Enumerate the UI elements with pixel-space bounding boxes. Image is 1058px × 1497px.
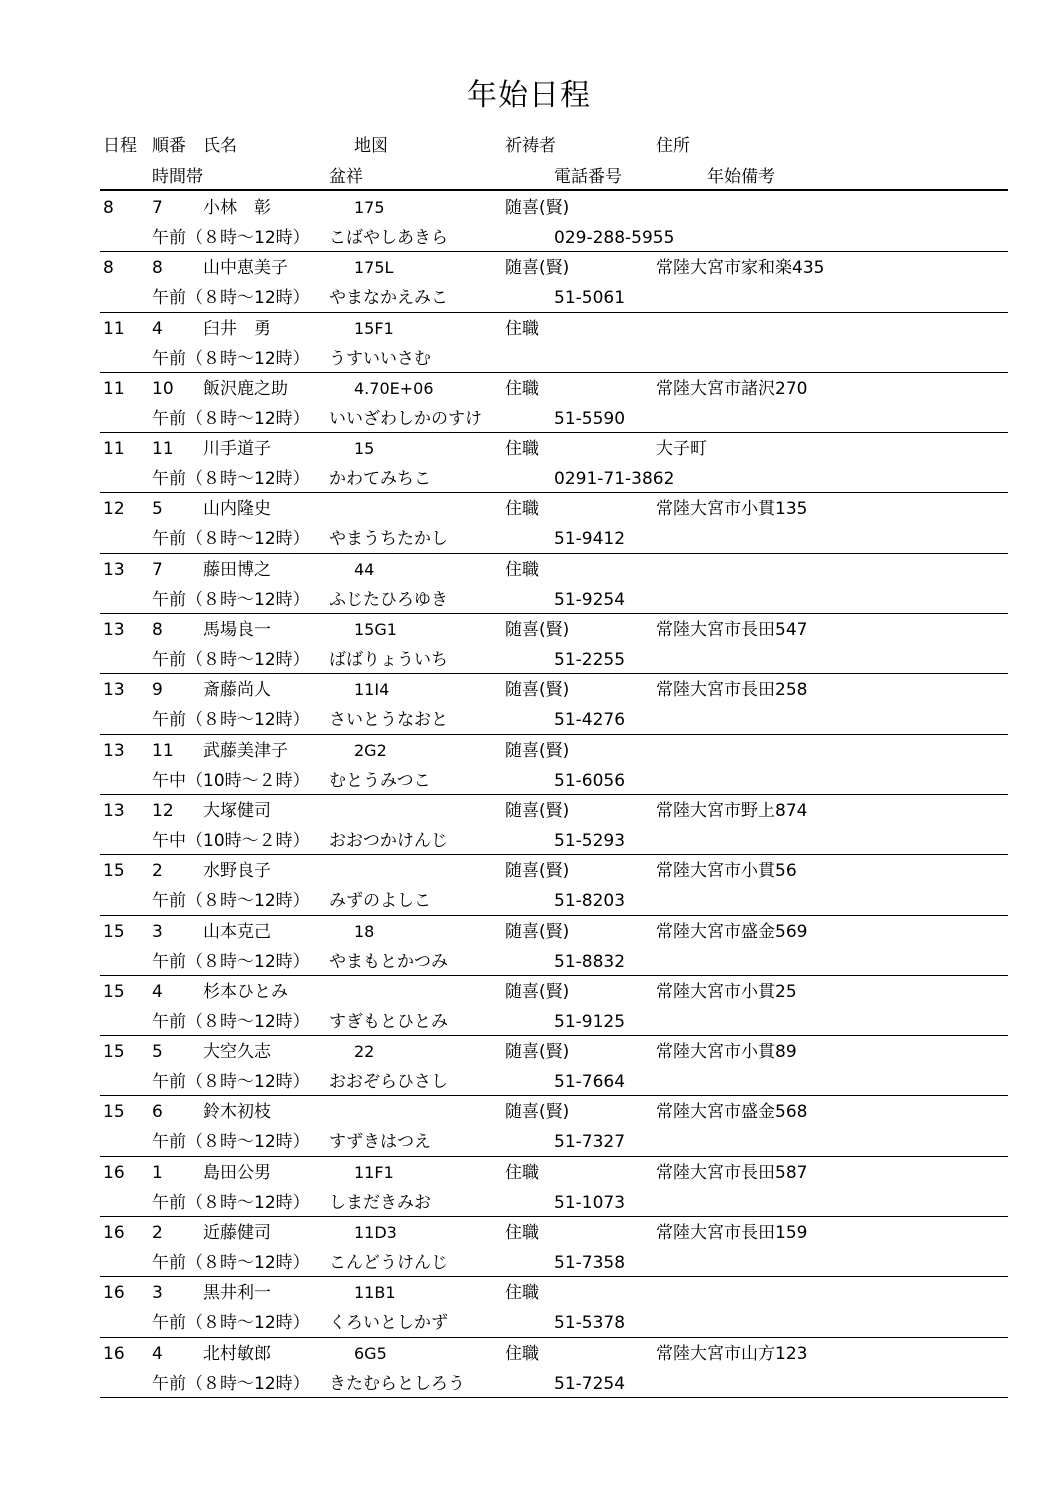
cell-address: 常陸大宮市長田258: [656, 680, 808, 701]
cell-name: 大空久志: [203, 1042, 271, 1063]
cell-time: 午前（８時～12時）: [152, 228, 310, 248]
row-line-1: [0, 253, 1058, 283]
cell-time: 午前（８時～12時）: [152, 1011, 310, 1032]
cell-map: 175: [354, 198, 385, 217]
cell-day: 13: [103, 680, 125, 701]
cell-prayer: 住職: [505, 559, 539, 580]
cell-day: 16: [103, 1343, 125, 1364]
table-header-row-1: [0, 131, 1058, 161]
cell-prayer: 随喜(賢): [505, 258, 570, 279]
cell-kana: やまもとかつみ: [329, 951, 448, 972]
cell-map: 22: [354, 1042, 375, 1062]
table-row: [100, 1277, 1008, 1337]
row-line-1: [0, 1218, 1058, 1248]
cell-time: 午前（８時～12時）: [152, 348, 310, 369]
cell-tel: 51-7254: [554, 1373, 626, 1394]
header-kana: 盆祥: [329, 167, 363, 187]
cell-seq: 1: [152, 1162, 163, 1183]
table-header-row-2: [0, 162, 1058, 192]
header-seq: 順番: [152, 136, 186, 156]
cell-kana: むとうみつこ: [329, 770, 431, 791]
row-line-1: [0, 1037, 1058, 1067]
table-row: [100, 1096, 1008, 1156]
header-tel: 電話番号: [554, 167, 622, 187]
cell-seq: 7: [152, 559, 163, 580]
table-row: [100, 855, 1008, 915]
cell-time: 午前（８時～12時）: [152, 710, 310, 731]
cell-tel: 51-5590: [554, 408, 626, 429]
cell-address: 常陸大宮市野上874: [656, 800, 808, 821]
cell-day: 15: [103, 861, 125, 882]
table-row: [100, 313, 1008, 373]
row-line-1: [0, 434, 1058, 464]
row-line-2: [0, 766, 1058, 796]
cell-kana: こばやしあきら: [329, 228, 448, 248]
cell-seq: 8: [152, 620, 163, 641]
row-line-1: [0, 1097, 1058, 1127]
cell-kana: やまうちたかし: [329, 529, 448, 550]
cell-day: 15: [103, 921, 125, 942]
row-line-2: [0, 705, 1058, 735]
row-line-2: [0, 1308, 1058, 1338]
cell-tel: 51-7358: [554, 1253, 626, 1274]
cell-day: 13: [103, 800, 125, 821]
cell-seq: 4: [152, 981, 163, 1002]
row-line-2: [0, 1127, 1058, 1157]
row-line-1: [0, 977, 1058, 1007]
cell-seq: 11: [152, 740, 174, 761]
cell-prayer: 随喜(賢): [505, 921, 570, 942]
cell-map: 2G2: [354, 740, 387, 760]
cell-prayer: 随喜(賢): [505, 861, 570, 882]
cell-name: 臼井 勇: [203, 318, 271, 339]
cell-name: 北村敏郎: [203, 1343, 271, 1364]
table-row: [100, 674, 1008, 734]
row-line-1: [0, 1278, 1058, 1308]
cell-address: 常陸大宮市長田547: [656, 620, 808, 641]
row-line-1: [0, 1339, 1058, 1369]
table-row: [100, 1036, 1008, 1096]
cell-map: 11B1: [354, 1283, 396, 1303]
cell-kana: うすいいさむ: [329, 348, 431, 369]
cell-day: 15: [103, 981, 125, 1002]
cell-tel: 51-4276: [554, 710, 626, 731]
cell-address: 大子町: [656, 439, 707, 460]
row-line-1: [0, 856, 1058, 886]
cell-tel: 0291-71-3862: [554, 469, 675, 490]
row-line-1: [0, 917, 1058, 947]
cell-time: 午前（８時～12時）: [152, 408, 310, 429]
cell-tel: 51-8203: [554, 891, 626, 912]
cell-tel: 51-2255: [554, 650, 626, 671]
cell-address: 常陸大宮市盛金569: [656, 921, 808, 942]
cell-kana: すぎもとひとみ: [329, 1011, 448, 1032]
cell-tel: 51-5061: [554, 288, 626, 309]
cell-tel: 029-288-5955: [554, 228, 675, 248]
row-line-2: [0, 464, 1058, 494]
cell-map: 11F1: [354, 1162, 394, 1182]
cell-time: 午中（10時～２時）: [152, 830, 310, 851]
cell-address: 常陸大宮市長田159: [656, 1223, 808, 1244]
row-line-2: [0, 585, 1058, 615]
row-line-2: [0, 524, 1058, 554]
cell-map: 11I4: [354, 680, 390, 700]
table-row: [100, 1157, 1008, 1217]
cell-seq: 5: [152, 1042, 163, 1063]
cell-day: 13: [103, 740, 125, 761]
row-line-1: [0, 736, 1058, 766]
row-line-1: [0, 193, 1058, 223]
row-line-2: [0, 886, 1058, 916]
row-line-1: [0, 796, 1058, 826]
cell-seq: 3: [152, 1283, 163, 1304]
cell-day: 8: [103, 198, 114, 218]
cell-tel: 51-1073: [554, 1192, 626, 1213]
cell-map: 175L: [354, 258, 394, 278]
row-line-2: [0, 1369, 1058, 1399]
cell-kana: さいとうなおと: [329, 710, 448, 731]
cell-day: 11: [103, 439, 125, 460]
cell-time: 午前（８時～12時）: [152, 1132, 310, 1153]
row-line-2: [0, 947, 1058, 977]
table-row: [100, 916, 1008, 976]
cell-tel: 51-5378: [554, 1313, 626, 1334]
header-note: 年始備考: [707, 167, 775, 187]
header-day: 日程: [103, 136, 137, 156]
cell-prayer: 住職: [505, 1283, 539, 1304]
header-name: 氏名: [203, 136, 237, 156]
row-line-2: [0, 283, 1058, 313]
cell-prayer: 随喜(賢): [505, 1042, 570, 1063]
cell-time: 午中（10時～２時）: [152, 770, 310, 791]
cell-prayer: 住職: [505, 318, 539, 339]
row-line-2: [0, 1248, 1058, 1278]
cell-seq: 4: [152, 1343, 163, 1364]
cell-name: 斎藤尚人: [203, 680, 271, 701]
page-title: 年始日程: [467, 78, 591, 113]
row-line-2: [0, 344, 1058, 374]
cell-map: 4.70E+06: [354, 378, 434, 398]
cell-kana: おおつかけんじ: [329, 830, 448, 851]
row-line-2: [0, 1067, 1058, 1097]
cell-prayer: 随喜(賢): [505, 198, 570, 218]
cell-name: 大塚健司: [203, 800, 271, 821]
cell-seq: 2: [152, 861, 163, 882]
table-row: [100, 795, 1008, 855]
cell-seq: 10: [152, 378, 174, 399]
table-row: [100, 1217, 1008, 1277]
row-line-2: [0, 223, 1058, 253]
row-line-1: [0, 615, 1058, 645]
cell-tel: 51-5293: [554, 830, 626, 851]
cell-prayer: 住職: [505, 1223, 539, 1244]
cell-time: 午前（８時～12時）: [152, 529, 310, 550]
cell-map: 6G5: [354, 1343, 387, 1363]
cell-tel: 51-8832: [554, 951, 626, 972]
cell-kana: こんどうけんじ: [329, 1253, 448, 1274]
row-line-1: [0, 555, 1058, 585]
cell-name: 山中恵美子: [203, 258, 288, 279]
cell-kana: いいざわしかのすけ: [329, 408, 482, 429]
cell-kana: すずきはつえ: [329, 1132, 432, 1153]
cell-time: 午前（８時～12時）: [152, 1072, 310, 1093]
schedule-table: [0, 192, 1058, 1398]
row-line-2: [0, 645, 1058, 675]
cell-kana: やまなかえみこ: [329, 288, 448, 309]
table-row: [100, 554, 1008, 614]
cell-name: 馬場良一: [203, 620, 271, 641]
row-line-1: [0, 314, 1058, 344]
cell-time: 午前（８時～12時）: [152, 1192, 310, 1213]
cell-kana: しまだきみお: [329, 1192, 431, 1213]
cell-prayer: 住職: [505, 499, 539, 520]
row-line-2: [0, 1007, 1058, 1037]
cell-map: 18: [354, 921, 375, 941]
table-row: [100, 373, 1008, 433]
cell-prayer: 随喜(賢): [505, 680, 570, 701]
cell-seq: 11: [152, 439, 174, 460]
cell-day: 11: [103, 318, 125, 339]
cell-seq: 4: [152, 318, 163, 339]
cell-address: 常陸大宮市盛金568: [656, 1102, 808, 1123]
cell-name: 鈴木初枝: [203, 1102, 271, 1123]
cell-name: 近藤健司: [203, 1223, 271, 1244]
row-line-2: [0, 404, 1058, 434]
cell-seq: 7: [152, 198, 163, 218]
cell-name: 杉本ひとみ: [203, 981, 288, 1002]
cell-day: 13: [103, 559, 125, 580]
header-address: 住所: [656, 136, 690, 156]
cell-time: 午前（８時～12時）: [152, 469, 310, 490]
cell-name: 島田公男: [203, 1162, 271, 1183]
cell-name: 水野良子: [203, 861, 271, 882]
cell-day: 16: [103, 1283, 125, 1304]
cell-prayer: 住職: [505, 1162, 539, 1183]
cell-day: 15: [103, 1042, 125, 1063]
cell-kana: おおぞらひさし: [329, 1072, 448, 1093]
cell-day: 8: [103, 258, 114, 279]
cell-address: 常陸大宮市家和楽435: [656, 258, 825, 279]
cell-address: 常陸大宮市小貫56: [656, 861, 797, 882]
cell-tel: 51-7664: [554, 1072, 626, 1093]
cell-seq: 2: [152, 1223, 163, 1244]
header-time: 時間帯: [152, 167, 203, 187]
cell-day: 16: [103, 1223, 125, 1244]
table-row: [100, 252, 1008, 312]
cell-day: 16: [103, 1162, 125, 1183]
cell-seq: 3: [152, 921, 163, 942]
cell-tel: 51-7327: [554, 1132, 626, 1153]
cell-name: 山内隆史: [203, 499, 271, 520]
header-divider: [100, 189, 1008, 191]
cell-prayer: 随喜(賢): [505, 620, 570, 641]
cell-address: 常陸大宮市小貫89: [656, 1042, 797, 1063]
header-prayer: 祈祷者: [505, 136, 556, 156]
cell-day: 11: [103, 378, 125, 399]
cell-map: 15: [354, 439, 375, 459]
cell-time: 午前（８時～12時）: [152, 288, 310, 309]
cell-tel: 51-9254: [554, 589, 626, 610]
cell-kana: かわてみちこ: [329, 469, 431, 490]
cell-seq: 12: [152, 800, 174, 821]
cell-name: 川手道子: [203, 439, 271, 460]
cell-map: 15G1: [354, 620, 397, 640]
table-row: [100, 493, 1008, 553]
cell-tel: 51-9412: [554, 529, 626, 550]
cell-map: 11D3: [354, 1223, 397, 1243]
cell-prayer: 住職: [505, 1343, 539, 1364]
cell-seq: 8: [152, 258, 163, 279]
cell-prayer: 随喜(賢): [505, 800, 570, 821]
cell-address: 常陸大宮市小貫135: [656, 499, 808, 520]
table-row: [100, 433, 1008, 493]
cell-time: 午前（８時～12時）: [152, 891, 310, 912]
cell-time: 午前（８時～12時）: [152, 1373, 310, 1394]
cell-time: 午前（８時～12時）: [152, 589, 310, 610]
cell-prayer: 随喜(賢): [505, 981, 570, 1002]
cell-seq: 6: [152, 1102, 163, 1123]
cell-map: 15F1: [354, 318, 394, 338]
table-row: [100, 735, 1008, 795]
table-row: [100, 1338, 1008, 1398]
table-row: [100, 614, 1008, 674]
cell-day: 13: [103, 620, 125, 641]
row-line-1: [0, 1158, 1058, 1188]
cell-kana: みずのよしこ: [329, 891, 431, 912]
cell-time: 午前（８時～12時）: [152, 1313, 310, 1334]
cell-seq: 5: [152, 499, 163, 520]
cell-prayer: 住職: [505, 378, 539, 399]
cell-tel: 51-6056: [554, 770, 626, 791]
cell-address: 常陸大宮市山方123: [656, 1343, 808, 1364]
table-row: [100, 192, 1008, 252]
cell-address: 常陸大宮市長田587: [656, 1162, 808, 1183]
cell-prayer: 随喜(賢): [505, 740, 570, 761]
cell-kana: ばばりょういち: [329, 650, 448, 671]
cell-name: 山本克己: [203, 921, 271, 942]
cell-name: 藤田博之: [203, 559, 271, 580]
cell-name: 飯沢鹿之助: [203, 378, 288, 399]
cell-name: 黒井利一: [203, 1283, 271, 1304]
cell-time: 午前（８時～12時）: [152, 650, 310, 671]
row-line-1: [0, 675, 1058, 705]
cell-kana: ふじたひろゆき: [329, 589, 448, 610]
cell-time: 午前（８時～12時）: [152, 1253, 310, 1274]
row-line-1: [0, 374, 1058, 404]
row-line-1: [0, 494, 1058, 524]
cell-seq: 9: [152, 680, 163, 701]
cell-day: 12: [103, 499, 125, 520]
cell-prayer: 住職: [505, 439, 539, 460]
cell-name: 武藤美津子: [203, 740, 288, 761]
cell-day: 15: [103, 1102, 125, 1123]
header-map: 地図: [354, 136, 388, 156]
cell-kana: きたむらとしろう: [329, 1373, 465, 1394]
cell-time: 午前（８時～12時）: [152, 951, 310, 972]
cell-address: 常陸大宮市諸沢270: [656, 378, 808, 399]
cell-prayer: 随喜(賢): [505, 1102, 570, 1123]
cell-kana: くろいとしかず: [329, 1313, 448, 1334]
table-row: [100, 976, 1008, 1036]
cell-address: 常陸大宮市小貫25: [656, 981, 797, 1002]
cell-map: 44: [354, 559, 375, 579]
row-line-2: [0, 1188, 1058, 1218]
cell-name: 小林 彰: [203, 198, 271, 218]
cell-tel: 51-9125: [554, 1011, 626, 1032]
row-line-2: [0, 826, 1058, 856]
